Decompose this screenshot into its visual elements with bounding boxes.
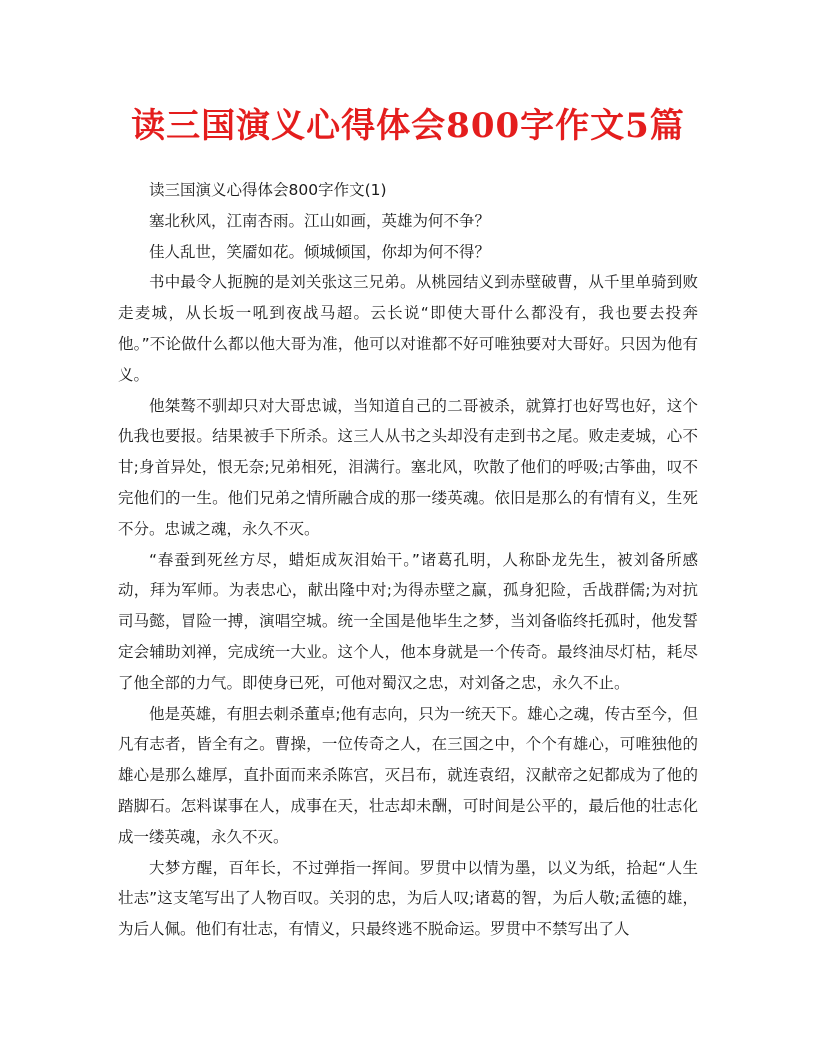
paragraph: 大梦方醒，百年长，不过弹指一挥间。罗贯中以情为墨，以义为纸，拾起“人生壮志”这支笔写出了人物百叹。关羽的忠，为后人叹;诸葛的智，为后人敬;孟德的雄，为后人佩。他们有壮志，有情义，只最终逃不脱命运。罗贯中不禁写出了人: [118, 858, 698, 939]
document-title: 读三国演义心得体会800字作文5篇: [131, 106, 685, 146]
document-body: [118, 175, 698, 945]
paragraph: 读三国演义心得体会800字作文(1): [149, 181, 387, 199]
paragraph: “春蚕到死丝方尽，蜡炬成灰泪始干。”诸葛孔明，人称卧龙先生，被刘备所感动，拜为军师。为表忠心，献出隆中对;为得赤壁之赢，孤身犯险，舌战群儒;为对抗司马懿，冒险一搏，演唱空城。统一全国是他毕生之梦，当刘备临终托孤时，他发誓定会辅助刘禅，完成统一大业。这个人，他本身就是一个传奇。最终油尽灯枯，耗尽了他全部的力气。即使身已死，可他对蜀汉之忠，对刘备之忠，永久不止。: [118, 550, 698, 692]
paragraph: 他桀骜不驯却只对大哥忠诚，当知道自己的二哥被杀，就算打也好骂也好，这个仇我也要报。结果被手下所杀。这三人从书之头却没有走到书之尾。败走麦城，心不甘;身首异处，恨无奈;兄弟相死，泪满行。塞北风，吹散了他们的呼吸;古筝曲，叹不完他们的一生。他们兄弟之情所融合成的那一缕英魂。依旧是那么的有情有义，生死不分。忠诚之魂，永久不灭。: [118, 396, 698, 538]
paragraph: 佳人乱世，笑靥如花。倾城倾国，你却为何不得？: [149, 242, 491, 261]
paragraph: 他是英雄，有胆去刺杀董卓;他有志向，只为一统天下。雄心之魂，传古至今，但凡有志者，皆全有之。曹操，一位传奇之人，在三国之中，个个有雄心，可唯独他的雄心是那么雄厚，直扑面而来杀陈宫，灭吕布，就连袁绍，汉献帝之妃都成为了他的踏脚石。怎料谋事在人，成事在天，壮志却未酬，可时间是公平的，最后他的壮志化成一缕英魂，永久不灭。: [118, 704, 698, 846]
paragraph: 书中最令人扼腕的是刘关张这三兄弟。从桃园结义到赤壁破曹，从千里单骑到败走麦城，从长坂一吼到夜战马超。云长说“即使大哥什么都没有，我也要去投奔他。”不论做什么都以他大哥为准，他可以对谁都不好可唯独要对大哥好。只因为他有义。: [118, 273, 698, 384]
paragraph: 塞北秋风，江南杏雨。江山如画，英雄为何不争？: [149, 211, 491, 230]
